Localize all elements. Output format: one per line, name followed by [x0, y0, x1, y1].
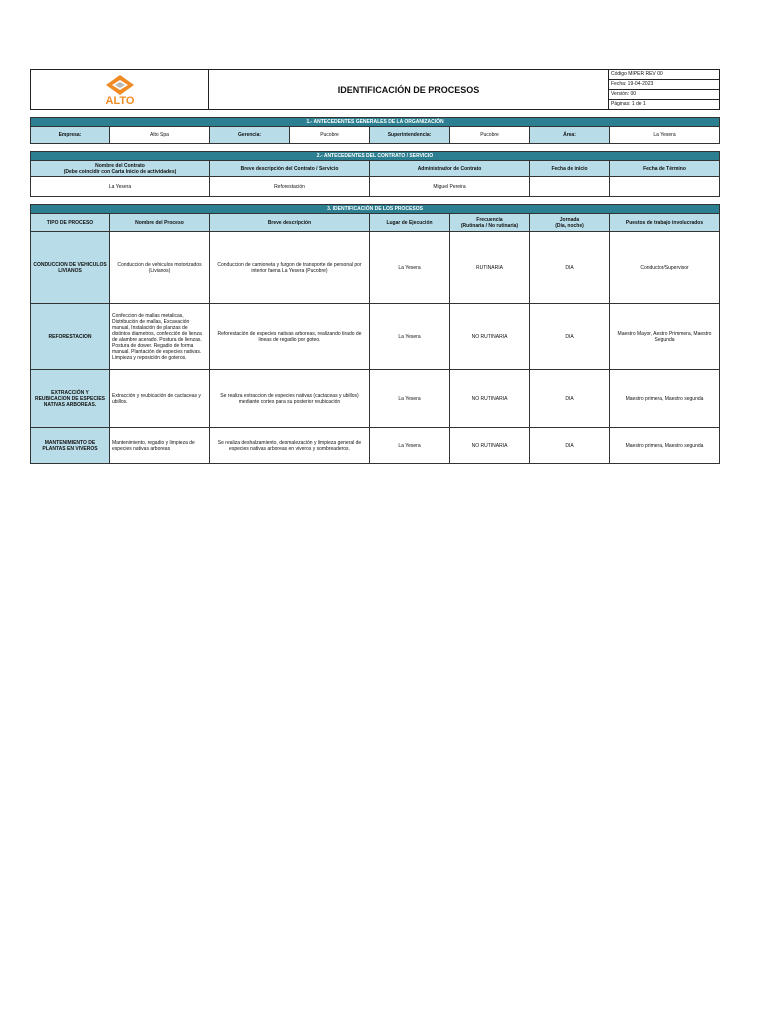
gerencia-value: Pucobre — [290, 127, 370, 144]
table-row — [31, 428, 720, 464]
process-type: MANTENIMIENTO DE PLANTAS EN VIVEROS — [31, 428, 110, 464]
contract-name-value: La Yesera — [31, 177, 210, 197]
process-frequency: NO RUTINARIA — [450, 428, 530, 464]
superintendencia-value: Pucobre — [450, 127, 530, 144]
process-frequency: NO RUTINARIA — [450, 304, 530, 370]
positions-header: Puestos de trabajo involucrados — [610, 214, 720, 232]
process-location: La Yesera — [370, 428, 450, 464]
process-description: Se realiza deshalzamiento, desmalezación y limpieza general de especies nativas arboreas en viveros y sombreaderos. — [210, 428, 370, 464]
contract-admin-header: Administrador de Contrato — [370, 161, 530, 177]
process-shift: DIA — [530, 232, 610, 304]
table-row — [31, 370, 720, 428]
process-shift: DIA — [530, 370, 610, 428]
end-date-value — [610, 177, 720, 197]
section-1-table — [30, 117, 720, 144]
empresa-label: Empresa: — [31, 127, 110, 144]
company-logo — [31, 70, 209, 110]
page-title: IDENTIFICACIÓN DE PROCESOS — [209, 70, 609, 110]
header-table — [30, 69, 720, 110]
contract-description-value: Reforestación — [210, 177, 370, 197]
section-2-title: 2.- ANTECEDENTES DEL CONTRATO / SERVICIO — [31, 152, 720, 161]
process-description: Reforestación de especies nativas arboreas, realizando tirado de lineas de regadio por goteo. — [210, 304, 370, 370]
table-row — [31, 232, 720, 304]
doc-date: Fecha: 19-04-2023 — [609, 80, 720, 90]
doc-code: Código MIPER REV 00 — [609, 70, 720, 80]
process-shift: DIA — [530, 304, 610, 370]
logo-text: ALTO — [105, 94, 134, 107]
process-shift: DIA — [530, 428, 610, 464]
process-type: CONDUCCION DE VEHICULOS LIVIANOS — [31, 232, 110, 304]
process-location: La Yesera — [370, 304, 450, 370]
start-date-value — [530, 177, 610, 197]
process-frequency: RUTINARIA — [450, 232, 530, 304]
process-name: Extracción y reubicación de cactaceas y ubillos. — [110, 370, 210, 428]
brief-description-header: Breve descripción — [210, 214, 370, 232]
area-value: La Yesera — [610, 127, 720, 144]
process-name: Confeccion de mallas metalicas, Distribución de mallas, Excavación manual, Instalación de planzas de distintos diametros, confección de lienza de alambre acerado. Postura de lienzas. Postura de dower. Regadio de forma manual. Plantación de especies nativas. Limpieza y reposición de goteros. — [110, 304, 210, 370]
process-type-header: TIPO DE PROCESO — [31, 214, 110, 232]
frequency-header: Frecuencia (Rutinaria / No rutinaria) — [450, 214, 530, 232]
section-1-title: 1.- ANTECEDENTES GENERALES DE LA ORGANIZACIÓN — [31, 118, 720, 127]
alto-logo-icon — [90, 73, 150, 107]
process-type: EXTRACCIÓN Y REUBICACION DE ESPECIES NATIVAS ARBOREAS. — [31, 370, 110, 428]
shift-header: Jornada (Día, noche) — [530, 214, 610, 232]
process-positions: Maestro primera, Maestro segunda — [610, 370, 720, 428]
section-2-table — [30, 151, 720, 197]
process-location: La Yesera — [370, 232, 450, 304]
process-name: Mantenimiento, regadio y limpieza de especies nativas arboreas — [110, 428, 210, 464]
contract-admin-value: Miguel Pereira — [370, 177, 530, 197]
document-sheet — [30, 69, 719, 464]
process-description: Se realiza extraccion de especies nativas (cactaceas y ubillos) mediante cortes para su posterior reubicación — [210, 370, 370, 428]
doc-version: Versión: 00 — [609, 90, 720, 100]
process-positions: Maestro primera, Maestro segunda — [610, 428, 720, 464]
end-date-header: Fecha de Término — [610, 161, 720, 177]
superintendencia-label: Superintendencia: — [370, 127, 450, 144]
process-name-header: Nombre del Proceso — [110, 214, 210, 232]
process-description: Conduccion de camioneta y furgon de transporte de personal por interior faena La Yesera (Pucobre) — [210, 232, 370, 304]
process-type: REFORESTACION — [31, 304, 110, 370]
section-3-table — [30, 204, 720, 464]
process-positions: Conductor/Supervisor — [610, 232, 720, 304]
contract-name-header: Nombre del Contrato (Debe coincidir con Carta Inicio de actividades) — [31, 161, 210, 177]
gerencia-label: Gerencia: — [210, 127, 290, 144]
process-location: La Yesera — [370, 370, 450, 428]
location-header: Lugar de Ejecución — [370, 214, 450, 232]
process-name: Conduccion de vehiculos motorizados (Livianos) — [110, 232, 210, 304]
section-3-title: 3. IDENTIFICACIÓN DE LOS PROCESOS — [31, 205, 720, 214]
start-date-header: Fecha de inicio — [530, 161, 610, 177]
empresa-value: Alto Spa — [110, 127, 210, 144]
contract-description-header: Breve descripción del Contrato / Servicio — [210, 161, 370, 177]
table-row — [31, 304, 720, 370]
doc-pages: Páginas: 1 de 1 — [609, 100, 720, 110]
area-label: Área: — [530, 127, 610, 144]
process-positions: Maestro Mayor, Aestro Primmera, Maestro Segunda — [610, 304, 720, 370]
process-frequency: NO RUTINARIA — [450, 370, 530, 428]
